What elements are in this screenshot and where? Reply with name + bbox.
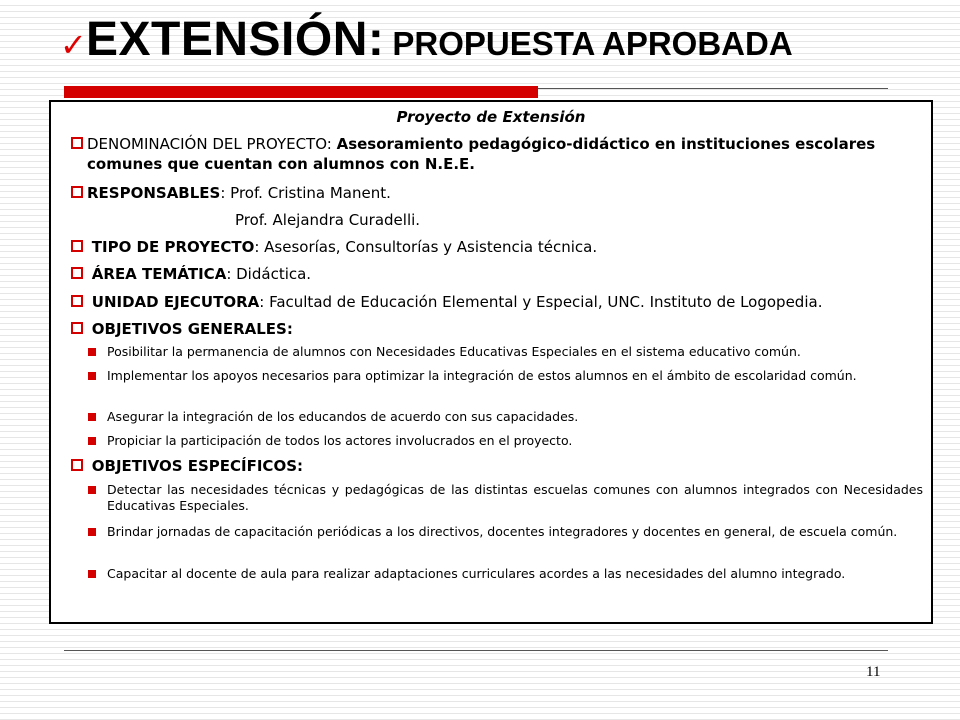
tipo-value: : Asesorías, Consultorías y Asistencia técnica.	[254, 238, 598, 256]
item-area	[71, 264, 923, 284]
title-underline-red	[64, 86, 538, 98]
bullet-icon	[88, 413, 96, 421]
footer-divider	[64, 650, 888, 651]
square-bullet-icon	[71, 295, 83, 307]
square-bullet-icon	[71, 267, 83, 279]
square-bullet-icon	[71, 459, 83, 471]
responsables-label: RESPONSABLES	[87, 184, 221, 202]
square-bullet-icon	[71, 322, 83, 334]
tipo-label: TIPO DE PROYECTO	[91, 238, 255, 256]
obj-general-item: Posibilitar la permanencia de alumnos con Necesidades Educativas Especiales en el sistema educativo común.	[107, 344, 923, 360]
bullet-icon	[88, 528, 96, 536]
page-number: 11	[866, 664, 881, 680]
obj-generales-label: OBJETIVOS GENERALES:	[91, 320, 293, 338]
item-denominacion	[71, 134, 939, 174]
obj-general-item: Asegurar la integración de los educandos de acuerdo con sus capacidades.	[107, 409, 923, 425]
square-bullet-icon	[71, 137, 83, 149]
obj-general-item: Implementar los apoyos necesarios para optimizar la integración de estos alumnos en el ámbito de escolaridad común.	[107, 368, 923, 384]
project-box	[49, 100, 933, 624]
title-sub: PROPUESTA APROBADA	[392, 25, 793, 62]
obj-especificos-label: OBJETIVOS ESPECÍFICOS:	[91, 457, 303, 475]
responsables-value-1: : Prof. Cristina Manent.	[220, 184, 391, 202]
square-bullet-icon	[71, 186, 83, 198]
project-heading: Proyecto de Extensión	[396, 108, 586, 126]
bullet-icon	[88, 486, 96, 494]
area-value: : Didáctica.	[226, 265, 312, 283]
area-label: ÁREA TEMÁTICA	[91, 265, 227, 283]
item-objetivos-generales	[71, 319, 923, 339]
checkmark-icon: ✓	[60, 26, 87, 64]
item-tipo	[71, 237, 923, 257]
title-main: EXTENSIÓN:	[86, 13, 385, 66]
obj-especifico-item: Capacitar al docente de aula para realizar adaptaciones curriculares acordes a las necesidades del alumno integrado.	[107, 566, 923, 582]
obj-especifico-item: Brindar jornadas de capacitación periódicas a los directivos, docentes integradores y docentes en general, de escuela común.	[107, 524, 923, 540]
unidad-value: : Facultad de Educación Elemental y Especial, UNC. Instituto de Logopedia.	[259, 293, 823, 311]
denominacion-value: Asesoramiento pedagógico-didáctico en instituciones escolares comunes que cuentan con alumnos con N.E.E.	[87, 135, 876, 173]
obj-especifico-item: Detectar las necesidades técnicas y pedagógicas de las distintas escuelas comunes con alumnos integrados con Necesidades Educativas Especiales.	[107, 482, 923, 514]
title-underline-gray	[538, 88, 888, 89]
item-objetivos-especificos	[71, 456, 923, 476]
item-responsables-2	[235, 210, 835, 230]
bullet-icon	[88, 372, 96, 380]
item-responsables	[71, 183, 923, 203]
denominacion-label: DENOMINACIÓN DEL PROYECTO:	[87, 135, 332, 153]
responsables-value-2: Prof. Alejandra Curadelli.	[235, 211, 421, 229]
square-bullet-icon	[71, 240, 83, 252]
unidad-label: UNIDAD EJECUTORA	[91, 293, 260, 311]
bullet-icon	[88, 348, 96, 356]
bullet-icon	[88, 570, 96, 578]
item-unidad	[71, 292, 923, 312]
slide-title	[86, 12, 793, 67]
obj-general-item: Propiciar la participación de todos los actores involucrados en el proyecto.	[107, 433, 923, 449]
bullet-icon	[88, 437, 96, 445]
